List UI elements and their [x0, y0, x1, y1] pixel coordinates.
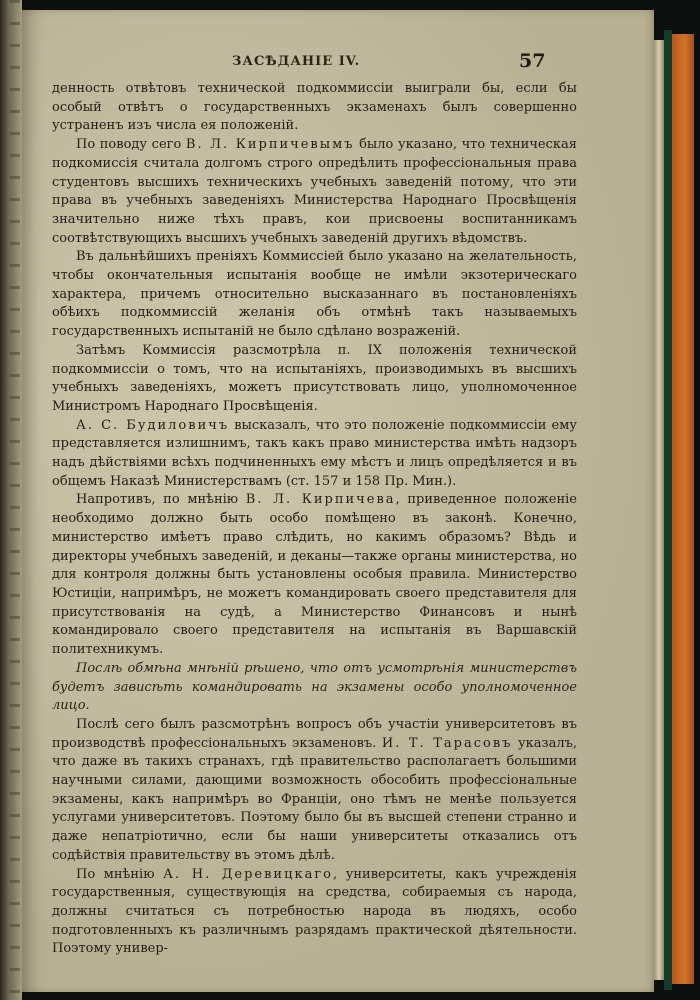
paragraph-text: Въ дальнѣйшихъ преніяхъ Коммиссіей было указано на желательность, чтобы окончательныя испытанія вообще не имѣли экзотерическаго характера, причемъ относительно высказаннаго въ постановленіяхъ обѣихъ подкоммиссій желанія объ отмѣнѣ такъ называемыхъ государственныхъ испытаній не было сдѣлано возраженій.	[52, 249, 577, 340]
paragraph	[52, 417, 577, 492]
resolution-paragraph	[52, 660, 577, 716]
paragraph-text: По мнѣнію	[76, 866, 164, 882]
paragraph-text: Послѣ обмѣна мнѣній рѣшено, что отъ усмотрѣнія министерствъ будетъ зависѣть командировать на экзамены особо уполномоченное лицо.	[52, 660, 577, 714]
paragraph	[52, 716, 577, 866]
paragraph	[52, 248, 577, 342]
paragraph-text: было указано, что техническая подкомиссія считала долгомъ строго опредѣлить профессіональныя права студентовъ высшихъ техническихъ учебныхъ заведеній потому, что эти права въ учебныхъ заведеніяхъ Министерства Народнаго Просвѣщенія значительно ниже тѣхъ правъ, кои присвоены воспитанникамъ соотвѣтствующихъ высшихъ учебныхъ заведеній другихъ вѣдомствъ.	[52, 137, 577, 246]
paragraph	[52, 491, 577, 659]
paragraph-text: , университеты, какъ учрежденія государственныя, существующія на средства, собираемыя съ народа, должны считаться съ потребностью народа въ людяхъ, особо подготовленныхъ къ различнымъ разрядамъ практической дѣятельности. Поэтому универ-	[52, 866, 577, 957]
paragraph	[52, 136, 577, 248]
paragraph	[52, 866, 577, 960]
speaker-name: А. С. Будиловичъ	[76, 417, 230, 433]
page-number: 57	[519, 50, 546, 72]
facing-page-edge	[0, 0, 22, 1000]
paragraph-text: указалъ, что даже въ такихъ странахъ, гдѣ правительство располагаетъ большими научными силами, дающими возможность обособить профессіональные экзамены, какъ напримѣръ во Франціи, оно тѣмъ не менѣе пользуется услугами университетовъ. Поэтому было бы въ высшей степени странно и даже непатріотично, если бы наши университеты отказались отъ содѣйствія правительству въ этомъ дѣлѣ.	[52, 735, 577, 863]
facing-page-text-ghost	[10, 0, 20, 1000]
speaker-name: В. Л. Кирпичева	[245, 492, 396, 508]
paragraph-text: денность отвѣтовъ технической подкоммиссіи выиграли бы, если бы особый отвѣтъ о государственныхъ экзаменахъ былъ совершенно устраненъ изъ числа ея положеній.	[52, 81, 577, 134]
book-page	[22, 10, 654, 992]
paragraph-text: Напротивъ, по мнѣнію	[76, 492, 246, 508]
book-cover-orange	[672, 34, 694, 984]
speaker-name: А. Н. Деревицкаго	[163, 866, 333, 882]
speaker-name: И. Т. Тарасовъ	[381, 735, 513, 751]
paragraph-text: По поводу сего	[76, 137, 186, 153]
body-text	[52, 80, 577, 959]
paragraph-text: , приведенное положеніе необходимо должно быть особо помѣщено въ законѣ. Конечно, министерство имѣетъ право слѣдить, но какимъ образомъ? Вѣдь и директоры учебныхъ заведеній, и деканы—также органы министерства, но для контроля должны быть установлены особыя правила. Министерство Юстиціи, напримѣръ, не можетъ командировать своего представителя для присутствованія на судѣ, а Министерство Финансовъ и нынѣ командировало своего представителя на испытанія въ Варшавскій политехникумъ.	[52, 492, 577, 658]
page-block-edge	[654, 40, 664, 980]
book-cover-green	[664, 30, 672, 990]
paragraph	[52, 80, 577, 136]
paragraph	[52, 342, 577, 417]
paragraph-text: высказалъ, что это положеніе подкоммиссіи ему представляется излишнимъ, такъ какъ право министерства имѣть надзоръ надъ дѣйствіями всѣхъ подчиненныхъ ему мѣстъ и лицъ опредѣляется и въ общемъ Наказѣ Министерствамъ (ст. 157 и 158 Пр. Мин.).	[52, 417, 577, 489]
paragraph-text: Послѣ сего былъ разсмотрѣнъ вопросъ объ участіи университетовъ въ производствѣ профессіональныхъ экзаменовъ.	[52, 716, 577, 751]
paragraph-text: Затѣмъ Коммиссія разсмотрѣла п. IX положенія технической подкоммиссіи о томъ, что на испытаніяхъ, производимыхъ въ высшихъ учебныхъ заведеніяхъ, можетъ присутствовать лицо, уполномоченное Министромъ Народнаго Просвѣщенія.	[52, 342, 577, 414]
speaker-name: В. Л. Кирпичевымъ	[185, 137, 355, 153]
running-head	[22, 50, 654, 76]
running-title: ЗАСѢДАНІЕ IV.	[232, 54, 361, 69]
